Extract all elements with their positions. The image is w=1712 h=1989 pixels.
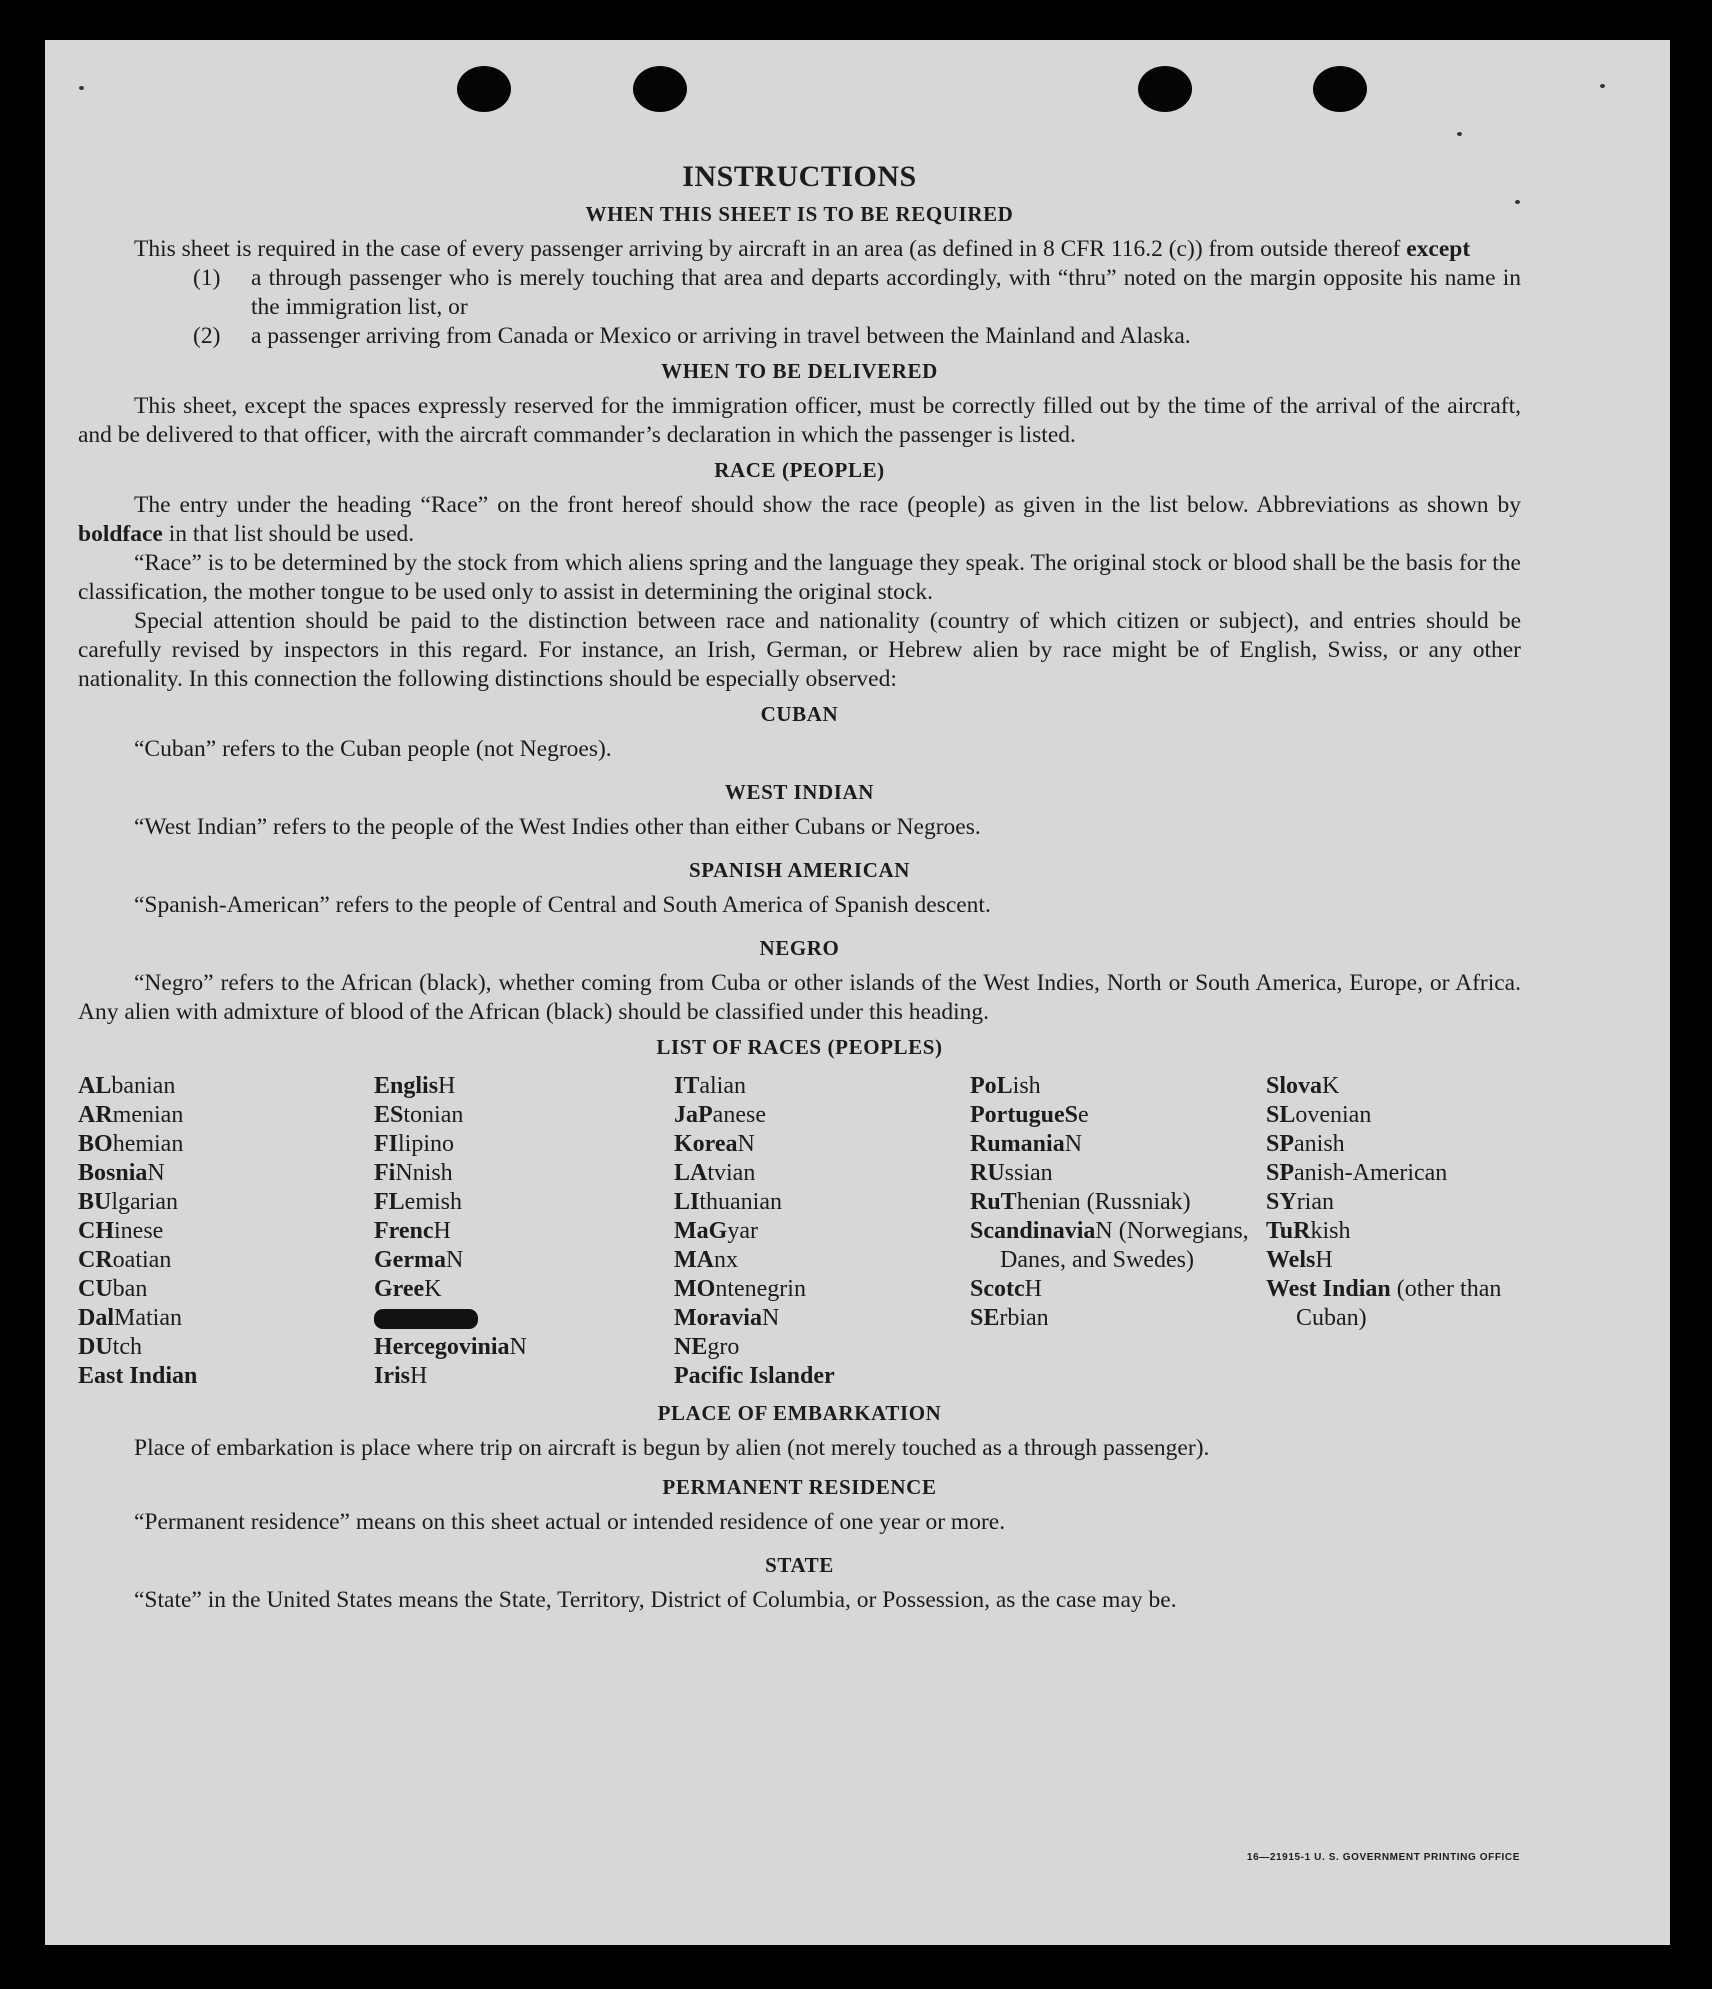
race-entry: EStonian <box>374 1102 464 1128</box>
race-list <box>78 1072 1521 1391</box>
race-entry: RUssian <box>970 1160 1053 1186</box>
redacted-entry <box>374 1304 674 1333</box>
race-entry: LIthuanian <box>674 1189 782 1215</box>
delivered-text: This sheet, except the spaces expressly reserved for the immigration officer, must be correctly filled out by the time of the arrival of the aircraft, and be delivered to that officer, with the aircraft commander’s declaration in which the passenger is listed. <box>78 393 1521 448</box>
race-entry: PortugueSe <box>970 1102 1089 1128</box>
race-entry: HercegoviniaN <box>374 1334 527 1360</box>
residence-text: “Permanent residence” means on this sheet actual or intended residence of one year or more. <box>134 1509 1006 1535</box>
race-entry: CUban <box>78 1276 148 1302</box>
section-heading-embarkation: PLACE OF EMBARKATION <box>657 1401 942 1425</box>
race-entry: MAnx <box>674 1247 738 1273</box>
race-entry: SlovaK <box>1266 1073 1340 1099</box>
required-intro: This sheet is required in the case of every passenger arriving by aircraft in an area (as defined in 8 CFR 116.2 (c)) from outside thereof except <box>134 236 1471 262</box>
exception-item: (2) a passenger arriving from Canada or Mexico or arriving in travel between the Mainland and Alaska. <box>193 323 1191 349</box>
punch-hole <box>633 66 687 112</box>
section-heading-required: WHEN THIS SHEET IS TO BE REQUIRED <box>585 202 1014 226</box>
race-entry: CHinese <box>78 1218 164 1244</box>
race-entry: IrisH <box>374 1363 428 1389</box>
race-entry: FLemish <box>374 1189 462 1215</box>
race-entry: DUtch <box>78 1334 142 1360</box>
race-entry: RumaniaN <box>970 1131 1083 1157</box>
speck <box>79 86 84 90</box>
speck <box>1457 132 1462 136</box>
race-entry: TuRkish <box>1266 1218 1351 1244</box>
race-entry: ARmenian <box>78 1102 184 1128</box>
race-entry: WelsH <box>1266 1247 1333 1273</box>
race-entry: CRoatian <box>78 1247 172 1273</box>
race-entry: Pacific Islander <box>674 1363 835 1389</box>
cuban-text: “Cuban” refers to the Cuban people (not Negroes). <box>134 736 612 762</box>
section-heading-state: STATE <box>765 1553 834 1577</box>
section-heading-race: RACE (PEOPLE) <box>714 458 885 482</box>
race-entry: RuThenian (Russniak) <box>970 1189 1191 1215</box>
race-entry: SPanish <box>1266 1131 1345 1157</box>
race-entry: SLovenian <box>1266 1102 1372 1128</box>
section-heading-cuban: CUBAN <box>760 702 839 726</box>
negro-text: “Negro” refers to the African (black), whether coming from Cuba or other islands of the West Indies, North or South America, Europe, or Africa. Any alien with admixture of blood of the African (black) should be classified under this heading. <box>78 970 1521 1025</box>
document-page <box>45 40 1670 1945</box>
west-indian-text: “West Indian” refers to the people of the West Indies other than either Cubans or Negroes. <box>134 814 981 840</box>
race-entry: SYrian <box>1266 1189 1334 1215</box>
race-column-2 <box>374 1072 674 1391</box>
state-text: “State” in the United States means the State, Territory, District of Columbia, or Possession, as the case may be. <box>134 1587 1177 1613</box>
race-entry: BUlgarian <box>78 1189 178 1215</box>
race-column-3 <box>674 1072 970 1391</box>
race-entry: FiNnish <box>374 1160 453 1186</box>
race-entry: NEgro <box>674 1334 740 1360</box>
embarkation-text: Place of embarkation is place where trip on aircraft is begun by alien (not merely touched as a through passenger). <box>134 1435 1210 1461</box>
punch-hole <box>1313 66 1367 112</box>
race-entry: ScandinaviaN (Norwegians, Danes, and Swedes) <box>970 1218 1249 1273</box>
race-entry: FrencH <box>374 1218 451 1244</box>
race-paragraph-3: Special attention should be paid to the distinction between race and nationality (country of which citizen or subject), and entries should be carefully revised by inspectors in this regard. For instance, an Irish, German, or Hebrew alien by race might be of English, Swiss, or any other nationality. In this connection the following distinctions should be especially observed: <box>78 608 1521 692</box>
spanish-american-text: “Spanish-American” refers to the people of Central and South America of Spanish descent. <box>134 892 991 918</box>
race-paragraph-2: “Race” is to be determined by the stock from which aliens spring and the language they speak. The original stock or blood shall be the basis for the classification, the mother tongue to be used only to assist in determining the original stock. <box>78 550 1521 605</box>
race-entry: LAtvian <box>674 1160 756 1186</box>
race-entry: MoraviaN <box>674 1305 780 1331</box>
section-heading-negro: NEGRO <box>759 936 840 960</box>
race-entry: FIlipino <box>374 1131 455 1157</box>
race-column-5 <box>1266 1072 1521 1391</box>
race-entry: East Indian <box>78 1363 198 1389</box>
race-entry: DalMatian <box>78 1305 182 1331</box>
race-entry: EnglisH <box>374 1073 456 1099</box>
section-heading-west-indian: WEST INDIAN <box>724 780 875 804</box>
section-heading-residence: PERMANENT RESIDENCE <box>662 1475 937 1499</box>
race-entry: ALbanian <box>78 1073 176 1099</box>
race-entry: PoLish <box>970 1073 1041 1099</box>
redaction-mark <box>374 1309 478 1329</box>
exception-item: (1) a through passenger who is merely touching that area and departs accordingly, with “thru” noted on the margin opposite his name in the immigration list, or <box>193 265 1521 320</box>
race-entry: SPanish-American <box>1266 1160 1448 1186</box>
race-entry: GermaN <box>374 1247 464 1273</box>
race-entry: MaGyar <box>674 1218 758 1244</box>
race-entry: BosniaN <box>78 1160 165 1186</box>
race-column-4 <box>970 1072 1266 1391</box>
race-entry: SErbian <box>970 1305 1049 1331</box>
race-entry: KoreaN <box>674 1131 755 1157</box>
race-entry: West Indian (other than Cuban) <box>1266 1276 1502 1331</box>
race-entry: ScotcH <box>970 1276 1042 1302</box>
race-entry: BOhemian <box>78 1131 184 1157</box>
section-heading-delivered: WHEN TO BE DELIVERED <box>661 359 938 383</box>
speck <box>1600 84 1605 88</box>
instructions-body <box>78 160 1521 1615</box>
race-entry: JaPanese <box>674 1102 766 1128</box>
race-entry: ITalian <box>674 1073 746 1099</box>
printer-imprint: 16—21915-1 U. S. GOVERNMENT PRINTING OFFICE <box>1246 1852 1520 1863</box>
section-heading-spanish-american: SPANISH AMERICAN <box>689 858 910 882</box>
race-entry: GreeK <box>374 1276 442 1302</box>
section-heading-race-list: LIST OF RACES (PEOPLES) <box>656 1035 943 1059</box>
page-title: INSTRUCTIONS <box>682 160 917 193</box>
punch-hole <box>1138 66 1192 112</box>
race-paragraph-1: The entry under the heading “Race” on the front hereof should show the race (people) as given in the list below. Abbreviations as shown by boldface in that list should be used. <box>78 492 1521 547</box>
race-column-1 <box>78 1072 374 1391</box>
race-entry: MOntenegrin <box>674 1276 806 1302</box>
punch-hole <box>457 66 511 112</box>
